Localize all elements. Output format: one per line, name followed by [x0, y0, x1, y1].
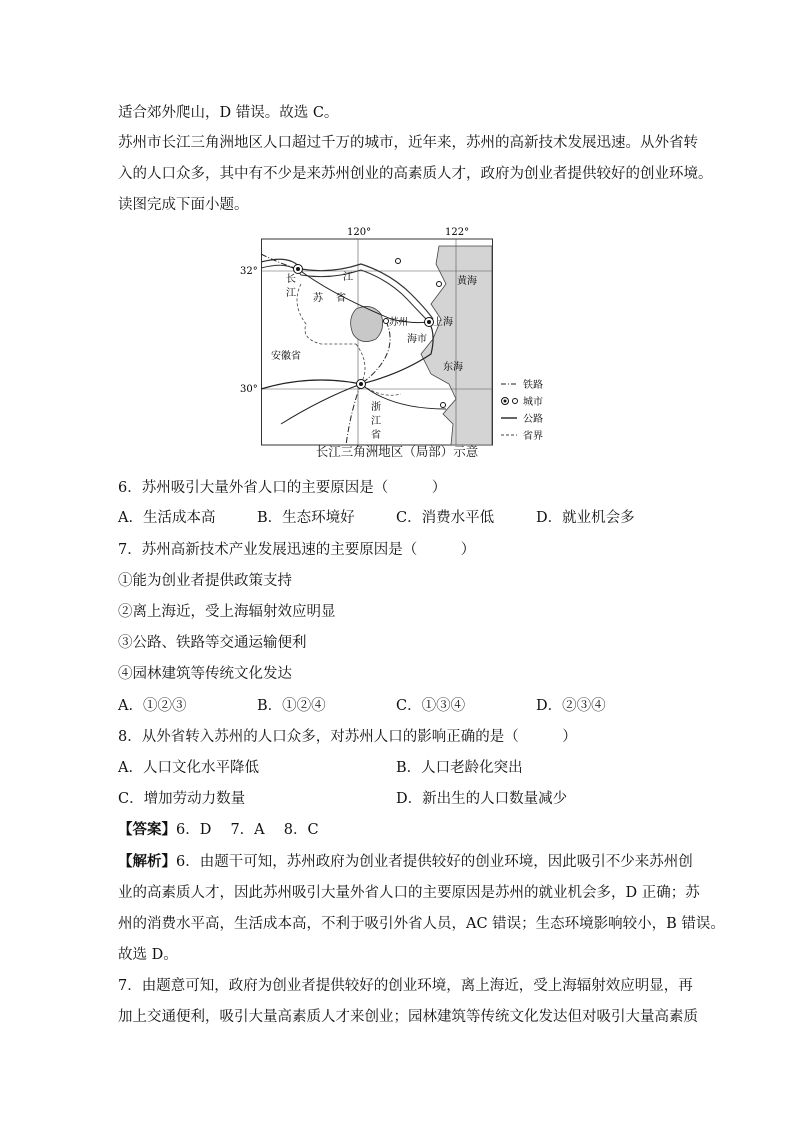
label-jiang2: 江 [286, 288, 296, 299]
legend-city: 城市 [523, 397, 543, 408]
analysis-text-1: 6．由题干可知，苏州政府为创业者提供较好的创业环境，因此吸引不少来苏州创 [176, 854, 693, 870]
q8-option-a: A．人口文化水平降低 [118, 760, 259, 776]
map-caption: 长江三角洲地区（局部）示意 [315, 444, 479, 459]
q7-stem: 7．苏州高新技术产业发展迅速的主要原因是（ ） [118, 542, 476, 558]
label-sheng3: 省 [371, 430, 381, 441]
answer-tag: 【答案】 [118, 821, 176, 838]
lat-32-label: 32° [240, 266, 258, 277]
analysis-line-5: 7．由题意可知，政府为创业者提供较好的创业环境，离上海近，受上海辐射效应明显，再 [118, 978, 693, 994]
intro-line-0: 适合郊外爬山，D 错误。故选 C。 [118, 105, 339, 121]
analysis-line-6: 加上交通便利，吸引大量高素质人才来创业；园林建筑等传统文化发达但对吸引大量高素质 [118, 1009, 698, 1025]
lon-120-label: 120° [347, 227, 372, 238]
analysis-line-4: 故选 D。 [118, 947, 178, 963]
answer-text: 6．D 7．A 8．C [176, 822, 319, 838]
lon-122-label: 122° [445, 227, 470, 238]
answer-line [118, 820, 319, 840]
q8-stem: 8．从外省转入苏州的人口众多，对苏州人口的影响正确的是（ ） [118, 729, 577, 745]
analysis-line-3: 州的消费水平高，生活成本高，不利于吸引外省人员，AC 错误；生态环境影响较小，B 错误。 [118, 916, 725, 932]
q8-option-d: D．新出生的人口数量减少 [396, 791, 568, 807]
q7-item-1: ①能为创业者提供政策支持 [118, 573, 292, 589]
analysis-line-2: 业的高素质人才，因此苏州吸引大量外省人口的主要原因是苏州的就业机会多，D 正确；苏 [118, 885, 700, 901]
intro-line-2: 入的人口众多，其中有不少是来苏州创业的高素质人才，政府为创业者提供较好的创业环境。 [118, 166, 713, 182]
q7-item-2: ②离上海近，受上海辐射效应明显 [118, 604, 336, 620]
legend-road: 公路 [523, 414, 543, 425]
analysis-line-1 [118, 852, 693, 872]
intro-line-3: 读图完成下面小题。 [118, 197, 249, 213]
label-zhe: 浙 [371, 402, 381, 413]
label-suzhou: 苏州 [389, 317, 409, 328]
label-shanghai: 上海 [433, 317, 453, 328]
q7-option-b: B．①②④ [257, 698, 326, 714]
label-jiang3: 江 [371, 416, 381, 427]
legend-railway: 铁路 [523, 380, 543, 391]
label-jiangsu: 苏 [313, 293, 323, 304]
q7-item-4: ④园林建筑等传统文化发达 [118, 666, 292, 682]
q6-option-d: D．就业机会多 [536, 510, 635, 526]
label-jiang: 江 [343, 272, 353, 283]
q7-option-a: A．①②③ [118, 698, 187, 714]
label-chang: 长 [286, 274, 296, 285]
q6-option-a: A．生活成本高 [118, 510, 216, 526]
analysis-tag: 【解析】 [118, 853, 176, 870]
label-donghai: 东海 [443, 362, 463, 373]
q6-option-c: C．消费水平低 [396, 510, 495, 526]
q7-item-3: ③公路、铁路等交通运输便利 [118, 635, 307, 651]
intro-line-1: 苏州市长江三角洲地区人口超过千万的城市，近年来，苏州的高新技术发展迅速。从外省转 [118, 135, 698, 151]
legend-border: 省界 [523, 431, 543, 442]
yangtze-delta-map [240, 224, 561, 446]
q7-option-c: C．①③④ [396, 698, 466, 714]
label-anhui: 安徽省 [271, 351, 301, 362]
q7-option-d: D．②③④ [536, 698, 606, 714]
label-shi: 海市 [407, 334, 427, 345]
q6-stem: 6．苏州吸引大量外省人口的主要原因是（ ） [118, 480, 447, 496]
lat-30-label: 30° [240, 384, 258, 395]
q8-option-b: B．人口老龄化突出 [396, 760, 523, 776]
label-huanghai: 黄海 [457, 276, 477, 287]
q6-option-b: B．生态环境好 [257, 510, 355, 526]
label-sheng: 省 [336, 293, 346, 304]
q8-option-c: C．增加劳动力数量 [118, 791, 246, 807]
